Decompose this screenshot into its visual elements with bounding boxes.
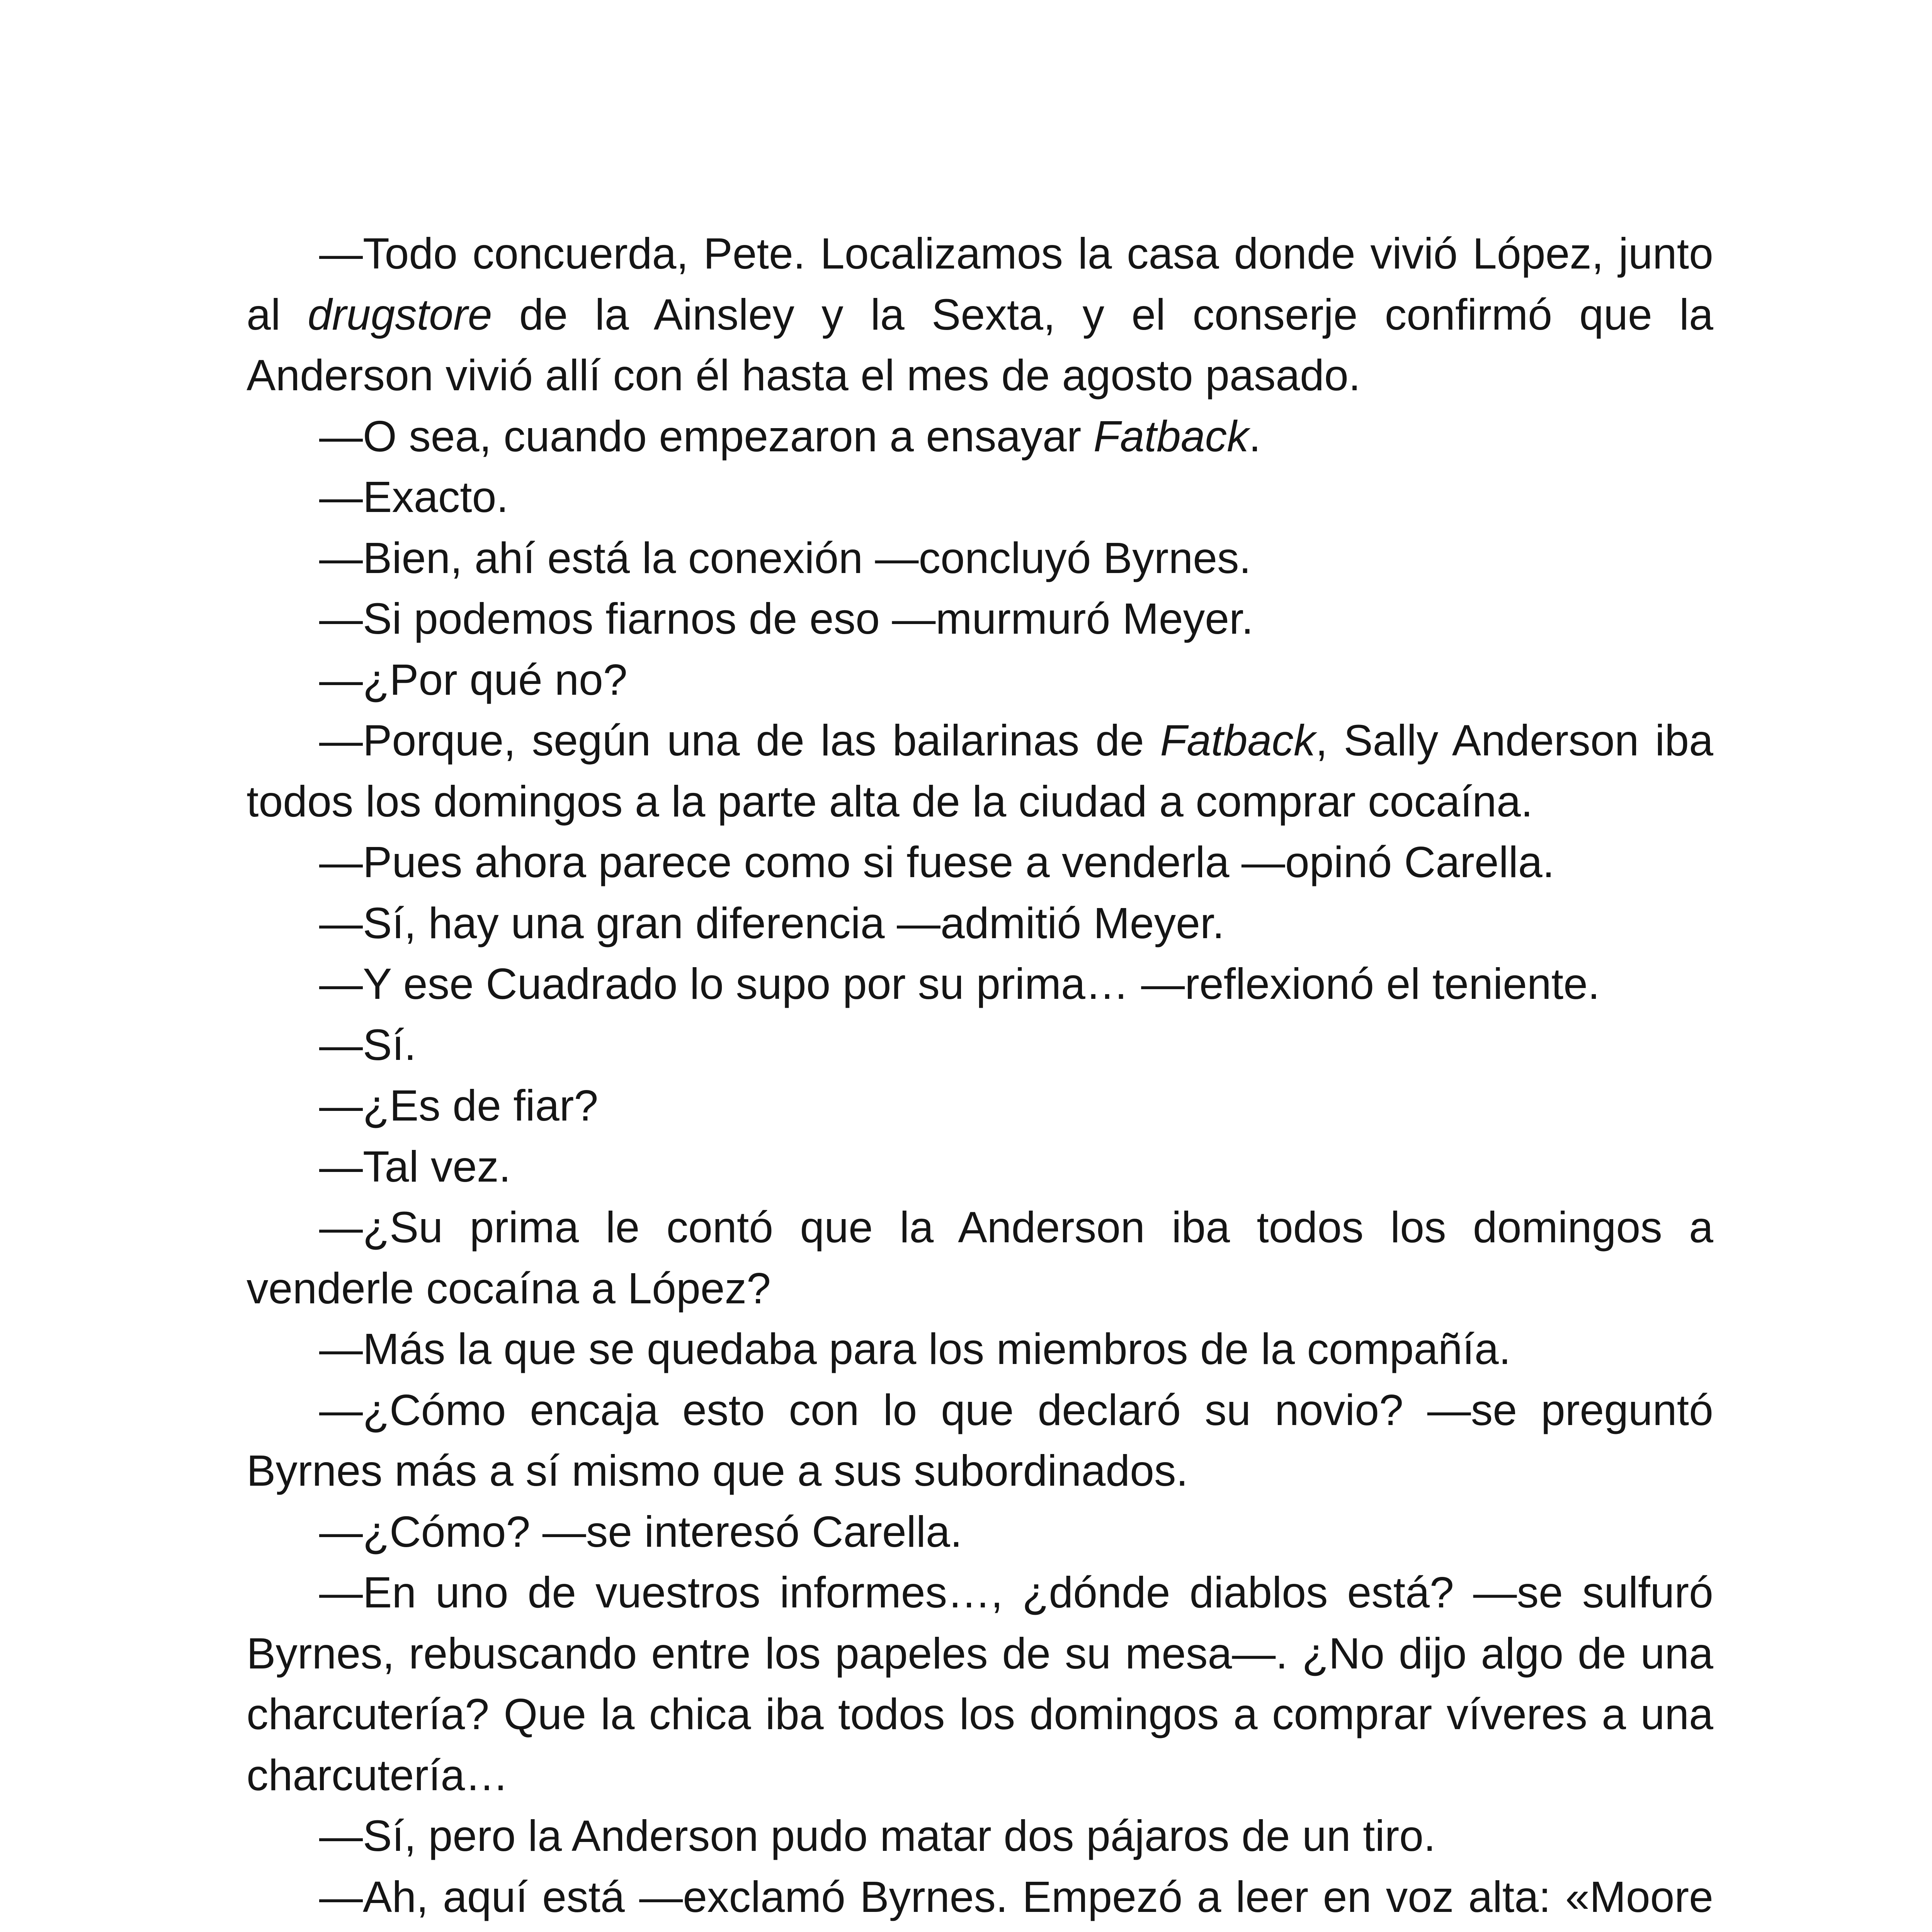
paragraph	[247, 1502, 1713, 1563]
paragraph	[247, 1867, 1713, 1932]
paragraph	[247, 832, 1713, 893]
paragraph	[247, 1380, 1713, 1502]
text-run: —Pues ahora parece como si fuese a venderla —opinó Carella.	[319, 838, 1555, 886]
paragraph	[247, 1075, 1713, 1136]
text-run: —Todo concuerda, Pete. Localizamos la casa donde vivió López, junto al	[247, 229, 1713, 339]
paragraph	[247, 954, 1713, 1015]
text-run: —Tal vez.	[319, 1142, 511, 1191]
italic-text: Fatback	[1093, 412, 1249, 461]
text-run: —¿Su prima le contó que la Anderson iba todos los domingos a venderle cocaína a López?	[247, 1203, 1713, 1313]
paragraph	[247, 1806, 1713, 1867]
text-run: , Sally Anderson iba todos los domingos a la parte alta de la ciudad a comprar cocaína.	[247, 716, 1713, 826]
paragraph	[247, 1319, 1713, 1380]
text-run: —En uno de vuestros informes…, ¿dónde diablos está? —se sulfuró Byrnes, rebuscando entre los papeles de su mesa—. ¿No dijo algo de una charcutería? Que la chica iba todos los domingos a comprar víveres a una charcutería…	[247, 1568, 1713, 1799]
text-run: —Exacto.	[319, 473, 509, 521]
paragraph	[247, 650, 1713, 711]
paragraph	[247, 710, 1713, 832]
text-run: .	[1248, 412, 1261, 461]
text-run: —¿Cómo encaja esto con lo que declaró su novio? —se preguntó Byrnes más a sí mismo que a sus subordinados.	[247, 1385, 1713, 1495]
italic-text: Fatback	[1160, 716, 1316, 765]
paragraph	[247, 893, 1713, 954]
paragraph	[247, 1197, 1713, 1319]
text-run: de la Ainsley y la Sexta, y el conserje confirmó que la Anderson vivió allí con él hasta el mes de agosto pasado.	[247, 290, 1713, 400]
text-run: —Ah, aquí está —exclamó Byrnes. Empezó a leer en voz alta: «Moore	[319, 1872, 1713, 1921]
text-run: —Porque, según una de las bailarinas de	[319, 716, 1160, 765]
paragraph	[247, 1015, 1713, 1076]
paragraph	[247, 528, 1713, 589]
text-run: —Más la que se quedaba para los miembros de la compañía.	[319, 1325, 1511, 1373]
italic-text: drugstore	[308, 290, 492, 339]
text-run: —Si podemos fiarnos de eso —murmuró Meyer.	[319, 594, 1253, 643]
text-run: —¿Por qué no?	[319, 655, 628, 704]
text-run: —Sí, pero la Anderson pudo matar dos pájaros de un tiro.	[319, 1811, 1436, 1860]
paragraph	[247, 1136, 1713, 1197]
paragraph	[247, 1562, 1713, 1806]
paragraph	[247, 406, 1713, 467]
text-run: —Sí, hay una gran diferencia —admitió Meyer.	[319, 898, 1225, 947]
text-run: —Bien, ahí está la conexión —concluyó Byrnes.	[319, 533, 1251, 582]
text-run: —¿Cómo? —se interesó Carella.	[319, 1507, 963, 1556]
text-run: —Y ese Cuadrado lo supo por su prima… —reflexionó el teniente.	[319, 959, 1600, 1008]
text-run: —Sí.	[319, 1020, 417, 1069]
page-body-text	[247, 223, 1713, 1932]
paragraph	[247, 467, 1713, 528]
paragraph	[247, 223, 1713, 406]
text-run: —¿Es de fiar?	[319, 1081, 599, 1130]
paragraph	[247, 588, 1713, 650]
text-run: —O sea, cuando empezaron a ensayar	[319, 412, 1094, 461]
